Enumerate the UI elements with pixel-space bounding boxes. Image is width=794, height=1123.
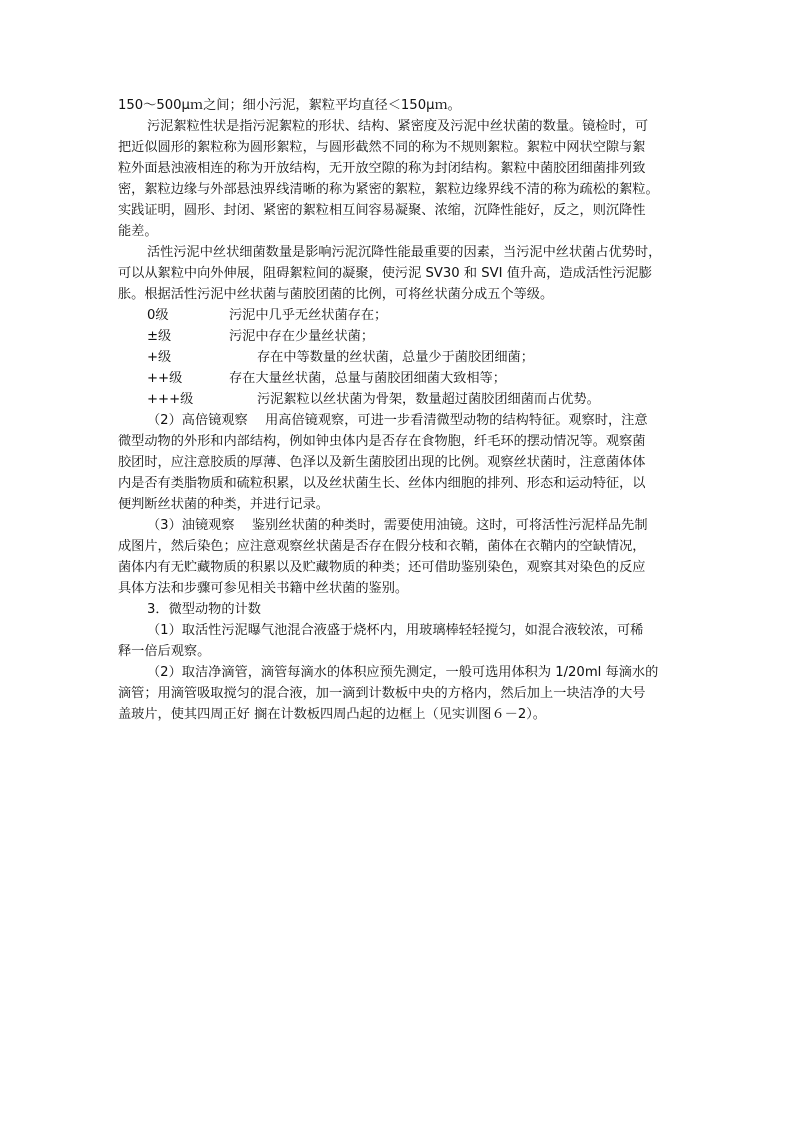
grade-level: +++级: [147, 392, 194, 407]
text-line: 可以从絮粒中向外伸展，阻碍絮粒间的凝聚，使污泥 SV30 和 SVI 值升高，造成活性污泥膨: [118, 266, 652, 281]
text-line: 便判断丝状菌的种类，并进行记录。: [118, 497, 329, 512]
text-line: 具体方法和步骤可参见相关书籍中丝状菌的鉴别。: [118, 581, 409, 596]
grade-level: 0级: [147, 308, 169, 323]
text-line: 盖玻片，使其四周正好 搁在计数板四周凸起的边框上（见实训图６－2）。: [118, 707, 546, 722]
text-line: 内是否有类脂物质和硫粒积累，以及丝状菌生长、丝体内细胞的排列、形态和运动特征，以: [118, 476, 646, 491]
grade-row: [118, 326, 678, 347]
text-line: 150～500μｍ之间；细小污泥，絮粒平均直径＜150μｍ。: [118, 98, 461, 113]
grade-level: ±级: [147, 329, 172, 344]
text-line: （1）取活性污泥曝气池混合液盛于烧杯内，用玻璃棒轻轻搅匀，如混合液较浓，可稀: [147, 623, 644, 638]
text-line: 菌体内有无贮藏物质的积累以及贮藏物质的种类；还可借助鉴别染色，观察其对染色的反应: [118, 560, 646, 575]
document-body: [118, 95, 678, 725]
text-line: 实践证明，圆形、封闭、紧密的絮粒相互间容易凝聚、浓缩，沉降性能好，反之，则沉降性: [118, 203, 646, 218]
text-line: 能差。: [118, 224, 158, 239]
grade-row: [118, 305, 678, 326]
text-line: 微型动物的外形和内部结构，例如钟虫体内是否存在食物胞，纤毛环的摆动情况等。观察菌: [118, 434, 646, 449]
text-line: （2）高倍镜观察 用高倍镜观察，可进一步看清微型动物的结构特征。观察时，注意: [147, 413, 648, 428]
text-line: 污泥絮粒性状是指污泥絮粒的形状、结构、紧密度及污泥中丝状菌的数量。镜检时，可: [147, 119, 649, 134]
grade-description: 污泥絮粒以丝状菌为骨架，数量超过菌胶团细菌而占优势。: [257, 392, 600, 407]
grade-description: 存在中等数量的丝状菌，总量少于菌胶团细菌；: [257, 350, 534, 365]
grade-description: 污泥中存在少量丝状菌；: [229, 329, 375, 344]
grade-level: +级: [147, 350, 172, 365]
text-line: 密，絮粒边缘与外部悬浊界线清晰的称为紧密的絮粒，絮粒边缘界线不清的称为疏松的絮粒。: [118, 182, 659, 197]
text-line: 胀。根据活性污泥中丝状菌与菌胶团菌的比例，可将丝状菌分成五个等级。: [118, 287, 554, 302]
text-line: 滴管；用滴管吸取搅匀的混合液，加一滴到计数板中央的方格内，然后加上一块洁净的大号: [118, 686, 646, 701]
text-line: （2）取洁净滴管，滴管每滴水的体积应预先测定，一般可选用体积为 1/20ml 每滴水的: [147, 665, 659, 680]
text-line: 粒外面悬浊液相连的称为开放结构，无开放空隙的称为封闭结构。絮粒中菌胶团细菌排列致: [118, 161, 646, 176]
text-line: 释一倍后观察。: [118, 644, 211, 659]
grade-description: 污泥中几乎无丝状菌存在；: [229, 308, 388, 323]
grade-row: [118, 368, 678, 389]
grade-description: 存在大量丝状菌，总量与菌胶团细菌大致相等；: [229, 371, 506, 386]
grade-level: ++级: [147, 371, 183, 386]
text-line: （3）油镜观察 鉴别丝状菌的种类时，需要使用油镜。这时，可将活性污泥样品先制: [147, 518, 648, 533]
text-line: 把近似圆形的絮粒称为圆形絮粒，与圆形截然不同的称为不规则絮粒。絮粒中网状空隙与絮: [118, 140, 646, 155]
grade-row: [118, 347, 678, 368]
section-heading: 3．微型动物的计数: [147, 602, 261, 617]
grade-row: [118, 389, 678, 410]
text-line: 胶团时，应注意胶质的厚薄、色泽以及新生菌胶团出现的比例。观察丝状菌时，注意菌体体: [118, 455, 646, 470]
text-line: 活性污泥中丝状细菌数量是影响污泥沉降性能最重要的因素，当污泥中丝状菌占优势时，: [147, 245, 662, 260]
text-line: 成图片，然后染色；应注意观察丝状菌是否存在假分枝和衣鞘，菌体在衣鞘内的空缺情况，: [118, 539, 646, 554]
